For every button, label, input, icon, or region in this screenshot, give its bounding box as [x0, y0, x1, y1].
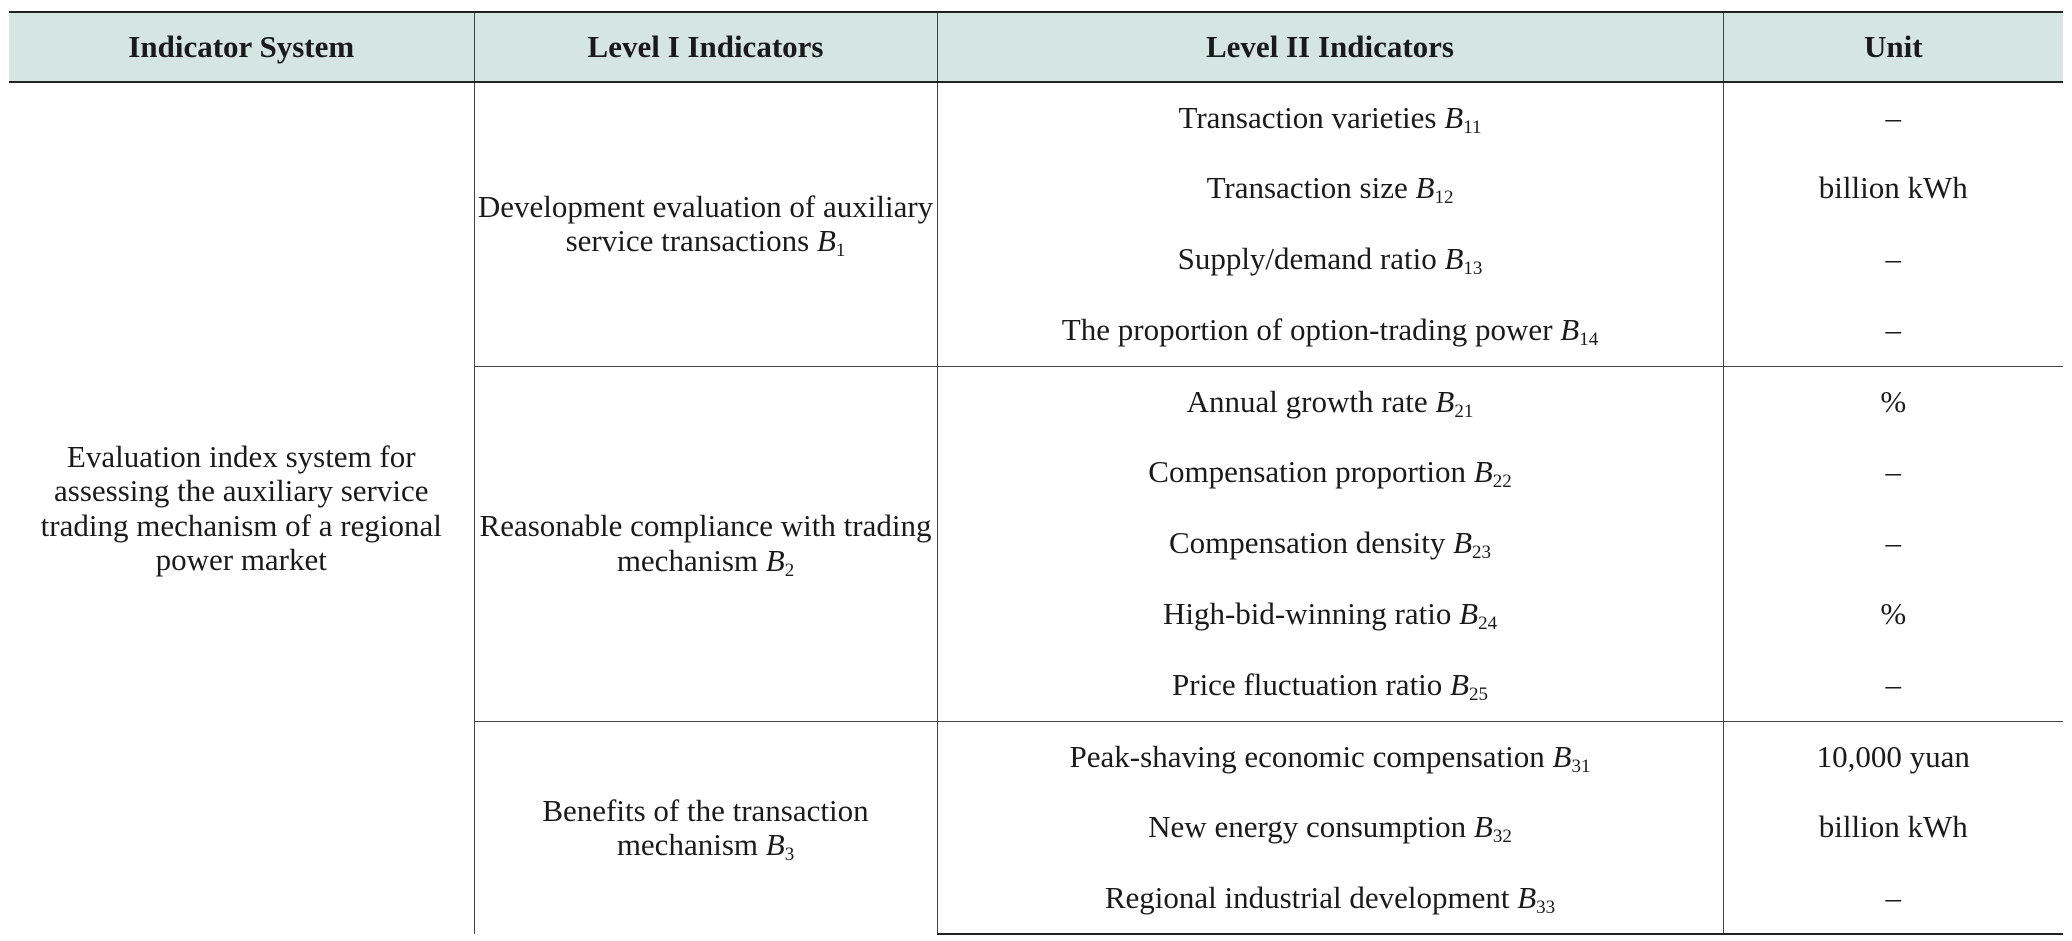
level2-text: Supply/demand ratio — [1177, 241, 1437, 277]
level2-subscript: 31 — [1571, 755, 1591, 777]
indicator-table — [9, 11, 2063, 935]
level2-cell — [937, 721, 1723, 792]
unit-cell: 10,000 yuan — [1723, 721, 2063, 792]
level2-symbol: B — [1560, 312, 1580, 348]
level1-text: Development evaluation of auxiliary service transactions — [477, 189, 934, 259]
level2-subscript: 32 — [1492, 826, 1512, 848]
level2-subscript: 21 — [1454, 400, 1474, 422]
level2-subscript: 11 — [1463, 116, 1482, 138]
level2-cell — [937, 650, 1723, 721]
level1-cell-b1 — [474, 82, 937, 366]
level1-subscript: 2 — [784, 559, 795, 581]
indicator-system-cell: Evaluation index system for assessing the auxiliary service trading mechanism of a regional power market — [9, 82, 474, 934]
level2-cell — [937, 82, 1723, 153]
table-row — [9, 82, 2063, 153]
level1-cell-b3 — [474, 721, 937, 934]
unit-cell: – — [1723, 295, 2063, 366]
unit-cell: – — [1723, 224, 2063, 295]
level1-symbol: B — [765, 542, 785, 578]
level2-cell — [937, 437, 1723, 508]
level2-symbol: B — [1450, 667, 1469, 703]
level2-symbol: B — [1459, 596, 1479, 632]
level2-text: Price fluctuation ratio — [1172, 667, 1443, 703]
level2-cell — [937, 295, 1723, 366]
level2-symbol: B — [1435, 383, 1455, 419]
level2-subscript: 12 — [1434, 187, 1454, 209]
level2-cell — [937, 366, 1723, 437]
level2-symbol: B — [1517, 879, 1537, 915]
level1-symbol: B — [816, 223, 836, 259]
level1-symbol: B — [765, 826, 785, 862]
level2-symbol: B — [1453, 525, 1473, 561]
level2-cell — [937, 792, 1723, 863]
level2-text: The proportion of option-trading power — [1061, 312, 1553, 348]
level2-text: Annual growth rate — [1186, 383, 1428, 419]
level2-subscript: 13 — [1463, 258, 1483, 280]
level2-text: Peak-shaving economic compensation — [1069, 738, 1545, 774]
level2-subscript: 22 — [1492, 471, 1512, 493]
level2-subscript: 14 — [1579, 329, 1599, 351]
unit-cell: % — [1723, 366, 2063, 437]
level1-subscript: 3 — [784, 843, 795, 865]
unit-cell: – — [1723, 82, 2063, 153]
level2-subscript: 24 — [1478, 613, 1498, 635]
level2-cell — [937, 579, 1723, 650]
unit-cell: billion kWh — [1723, 792, 2063, 863]
header-unit: Unit — [1723, 12, 2063, 82]
unit-cell: – — [1723, 650, 2063, 721]
header-level-2: Level II Indicators — [937, 12, 1723, 82]
header-indicator-system: Indicator System — [9, 12, 474, 82]
level1-subscript: 1 — [835, 240, 846, 262]
level2-subscript: 23 — [1472, 542, 1492, 564]
level2-text: Compensation density — [1168, 525, 1446, 561]
unit-cell: – — [1723, 508, 2063, 579]
level2-text: New energy consumption — [1148, 809, 1467, 845]
level2-text: High-bid-winning ratio — [1162, 596, 1452, 632]
header-row — [9, 12, 2063, 82]
unit-cell: – — [1723, 437, 2063, 508]
level2-cell — [937, 224, 1723, 295]
level1-cell-b2 — [474, 366, 937, 721]
level2-text: Regional industrial development — [1104, 879, 1510, 915]
level2-symbol: B — [1415, 170, 1435, 206]
level2-text: Transaction varieties — [1178, 99, 1437, 135]
level2-cell — [937, 863, 1723, 934]
level2-symbol: B — [1444, 99, 1464, 135]
level2-symbol: B — [1444, 241, 1464, 277]
unit-cell: % — [1723, 579, 2063, 650]
unit-cell: – — [1723, 863, 2063, 934]
level2-text: Compensation proportion — [1148, 454, 1467, 490]
level2-symbol: B — [1552, 738, 1572, 774]
level2-subscript: 25 — [1468, 684, 1488, 706]
level2-cell — [937, 508, 1723, 579]
level2-symbol: B — [1473, 809, 1493, 845]
level1-text: Benefits of the transaction mechanism — [542, 792, 869, 862]
level1-text: Reasonable compliance with trading mechanism — [479, 508, 932, 578]
level2-cell — [937, 153, 1723, 224]
unit-cell: billion kWh — [1723, 153, 2063, 224]
level2-symbol: B — [1473, 454, 1493, 490]
header-level-1: Level I Indicators — [474, 12, 937, 82]
level2-text: Transaction size — [1206, 170, 1408, 206]
level2-subscript: 33 — [1536, 896, 1556, 918]
